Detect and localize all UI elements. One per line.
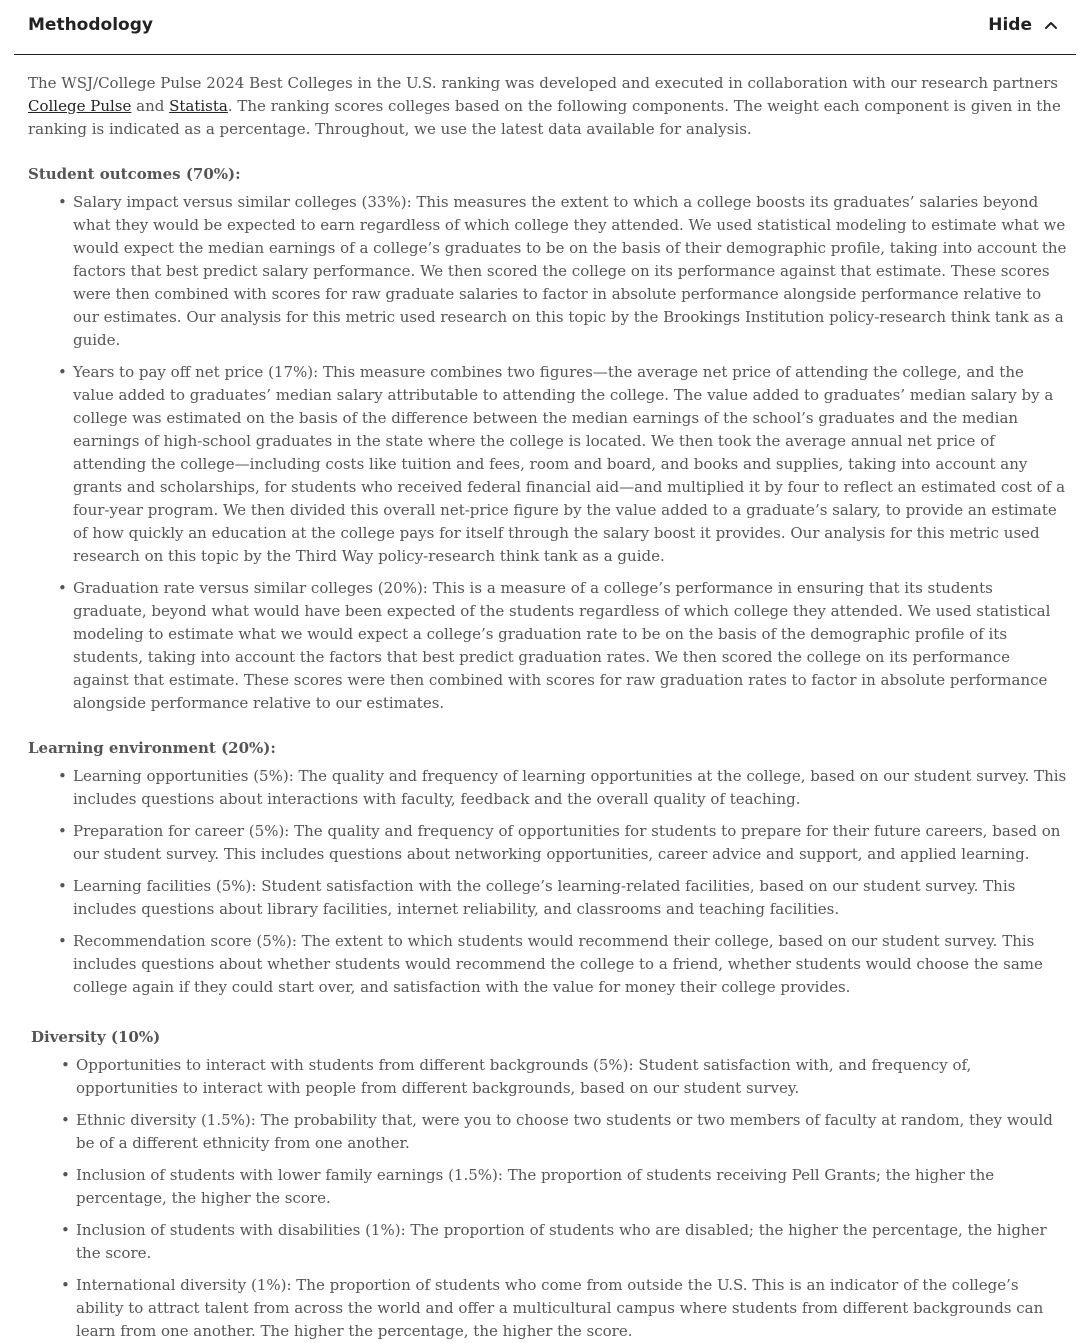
bullet-icon: •: [58, 579, 67, 597]
bullet-icon: •: [58, 822, 67, 840]
list-item: [61, 1164, 1068, 1210]
list-item: [58, 820, 1068, 866]
list-item: [58, 765, 1068, 811]
list-item: [61, 1109, 1068, 1155]
bullet-icon: •: [58, 193, 67, 211]
bullet-icon: •: [58, 932, 67, 950]
list-item: [58, 191, 1068, 352]
methodology-content: [28, 72, 1068, 1343]
chevron-up-icon: [1044, 20, 1058, 30]
bullet-icon: •: [61, 1166, 70, 1184]
list-item: [58, 361, 1068, 568]
list-item-text: Graduation rate versus similar colleges (20%): This is a measure of a college’s performance in ensuring that its students graduate, beyond what would have been expected of the students regardless of which college they attended. We used statistical modeling to estimate what we would expect a college’s graduation rate to be on the basis of the demographic profile of its students, taking into account the factors that best predict graduation rates. We then scored the college on its performance against that estimate. These scores were then combined with scores for raw graduation rates to factor in absolute performance alongside performance relative to our estimates.: [73, 579, 1051, 712]
learning-environment-list: [28, 765, 1068, 999]
bullet-icon: •: [58, 363, 67, 381]
list-item: [61, 1054, 1068, 1100]
list-item: [61, 1219, 1068, 1265]
list-item: [61, 1274, 1068, 1343]
intro-text: and: [131, 97, 170, 115]
list-item-text: Inclusion of students with lower family earnings (1.5%): The proportion of students receiving Pell Grants; the higher the percentage, the higher the score.: [76, 1166, 995, 1207]
hide-toggle-button[interactable]: [988, 15, 1058, 35]
list-item-text: Ethnic diversity (1.5%): The probability that, were you to choose two students or two members of faculty at random, they would be of a different ethnicity from one another.: [76, 1111, 1053, 1152]
college-pulse-link[interactable]: College Pulse: [28, 97, 132, 115]
intro-paragraph: [28, 72, 1068, 141]
list-item-text: Learning opportunities (5%): The quality and frequency of learning opportunities at the college, based on our student survey. This includes questions about interactions with faculty, feedback and the overall quality of teaching.: [73, 767, 1067, 808]
list-item-text: Learning facilities (5%): Student satisfaction with the college’s learning-related facilities, based on our student survey. This includes questions about library facilities, internet reliability, and classrooms and teaching facilities.: [73, 877, 1016, 918]
list-item-text: Recommendation score (5%): The extent to which students would recommend their college, based on our student survey. This includes questions about whether students would recommend the college to a friend, whether students would choose the same college again if they could start over, and satisfaction with the value for money their college provides.: [73, 932, 1043, 996]
bullet-icon: •: [61, 1276, 70, 1294]
section-title: Methodology: [28, 15, 153, 35]
list-item: [58, 577, 1068, 715]
list-item-text: Opportunities to interact with students from different backgrounds (5%): Student satisfaction with, and frequency of, opportunities to interact with people from different backgrounds, based on our student survey.: [76, 1056, 972, 1097]
intro-text: The WSJ/College Pulse 2024 Best Colleges in the U.S. ranking was developed and executed in collaboration with our research partners: [28, 74, 1058, 92]
list-item-text: Inclusion of students with disabilities (1%): The proportion of students who are disabled; the higher the percentage, the higher the score.: [76, 1221, 1047, 1262]
hide-label: Hide: [988, 15, 1032, 35]
intro-text: . The ranking scores colleges based on the following components. The weight each component is given in the ranking is indicated as a percentage. Throughout, we use the latest data available for analysis.: [28, 97, 1061, 138]
methodology-header: [14, 0, 1076, 55]
list-item-text: International diversity (1%): The proportion of students who come from outside the U.S. This is an indicator of the college’s ability to attract talent from across the world and offer a multicultural campus where students from different backgrounds can learn from one another. The higher the percentage, the higher the score.: [76, 1276, 1044, 1340]
statista-link[interactable]: Statista: [169, 97, 228, 115]
student-outcomes-list: [28, 191, 1068, 715]
section-heading-student-outcomes: Student outcomes (70%):: [28, 165, 241, 183]
list-item: [58, 930, 1068, 999]
list-item-text: Years to pay off net price (17%): This measure combines two figures—the average net price of attending the college, and the value added to graduates’ median salary attributable to attending the college. The value added to graduates’ median salary by a college was estimated on the basis of the difference between the median earnings of the school’s graduates and the median earnings of high-school graduates in the state where the college is located. We then took the average annual net price of attending the college—including costs like tuition and fees, room and board, and books and supplies, taking into account any grants and scholarships, for students who received federal financial aid—and multiplied it by four to reflect an estimated cost of a four-year program. We then divided this overall net-price figure by the value added to a graduate’s salary, to provide an estimate of how quickly an education at the college pays for itself through the salary boost it provides. Our analysis for this metric used research on this topic by the Third Way policy-research think tank as a guide.: [73, 363, 1066, 565]
list-item-text: Salary impact versus similar colleges (33%): This measures the extent to which a college boosts its graduates’ salaries beyond what they would be expected to earn regardless of which college they attended. We used statistical modeling to estimate what we would expect the median earnings of a college’s graduates to be on the basis of their demographic profile, taking into account the factors that best predict salary performance. We then scored the college on its performance against that estimate. These scores were then combined with scores for raw graduate salaries to factor in absolute performance alongside performance relative to our estimates. Our analysis for this metric used research on this topic by the Brookings Institution policy-research think tank as a guide.: [73, 193, 1067, 349]
bullet-icon: •: [61, 1221, 70, 1239]
bullet-icon: •: [61, 1056, 70, 1074]
list-item: [58, 875, 1068, 921]
section-heading-diversity: Diversity (10%): [31, 1028, 161, 1046]
list-item-text: Preparation for career (5%): The quality and frequency of opportunities for students to prepare for their future careers, based on our student survey. This includes questions about networking opportunities, career advice and support, and applied learning.: [73, 822, 1061, 863]
section-heading-learning-environment: Learning environment (20%):: [28, 739, 276, 757]
bullet-icon: •: [58, 877, 67, 895]
bullet-icon: •: [61, 1111, 70, 1129]
bullet-icon: •: [58, 767, 67, 785]
diversity-list: [28, 1054, 1068, 1343]
